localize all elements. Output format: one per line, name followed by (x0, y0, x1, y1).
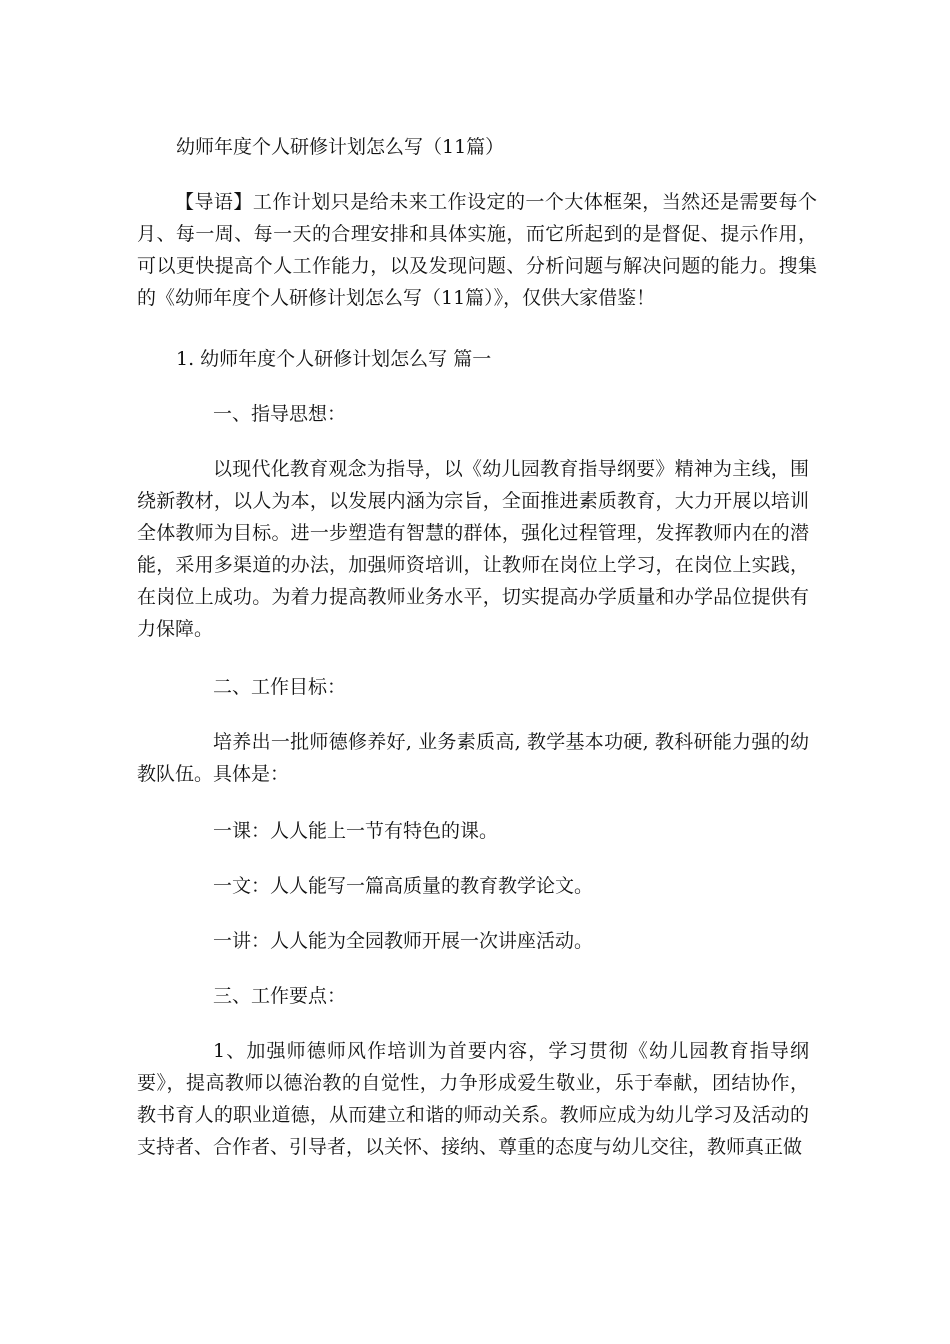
paragraph-work-points: 1、加强师德师风作培训为首要内容，学习贯彻《幼儿园教育指导纲要》，提高教师以德治教的自觉性，力争形成爱生敬业，乐于奉献，团结协作，教书育人的职业道德，从而建立和谐的师动关系。教师应成为幼儿学习及活动的支持者、合作者、引导者，以关怀、接纳、尊重的态度与幼儿交往，教师真正做 (137, 1040, 809, 1158)
goal-lecture: 一讲：人人能为全园教师开展一次讲座活动。 (213, 930, 594, 952)
goal-lesson: 一课：人人能上一节有特色的课。 (213, 820, 499, 842)
document-title: 幼师年度个人研修计划怎么写（11篇） (176, 136, 505, 158)
goal-paper: 一文：人人能写一篇高质量的教育教学论文。 (213, 875, 594, 897)
intro-paragraph: 【导语】工作计划只是给未来工作设定的一个大体框架，当然还是需要每个月、每一周、每一天的合理安排和具体实施，而它所起到的是督促、提示作用，可以更快提高个人工作能力，以及发现问题、分析问题与解决问题的能力。搜集的《幼师年度个人研修计划怎么写（11篇）》，仅供大家借鉴！ (137, 191, 817, 309)
heading-work-goals: 二、工作目标： (213, 676, 347, 698)
heading-work-points: 三、工作要点： (213, 985, 347, 1007)
heading-guiding-ideology: 一、指导思想： (213, 403, 347, 425)
paragraph-guiding-ideology: 以现代化教育观念为指导，以《幼儿园教育指导纲要》精神为主线，围绕新教材，以人为本，以发展内涵为宗旨，全面推进素质教育，大力开展以培训全体教师为目标。进一步塑造有智慧的群体，强化过程管理，发挥教师内在的潜能，采用多渠道的办法，加强师资培训，让教师在岗位上学习，在岗位上实践，在岗位上成功。为着力提高教师业务水平，切实提高办学质量和办学品位提供有力保障。 (137, 458, 809, 640)
section-heading: 1. 幼师年度个人研修计划怎么写 篇一 (176, 348, 492, 370)
paragraph-work-goals: 培养出一批师德修养好, 业务素质高, 教学基本功硬, 教科研能力强的幼教队伍。具体是： (137, 731, 809, 785)
